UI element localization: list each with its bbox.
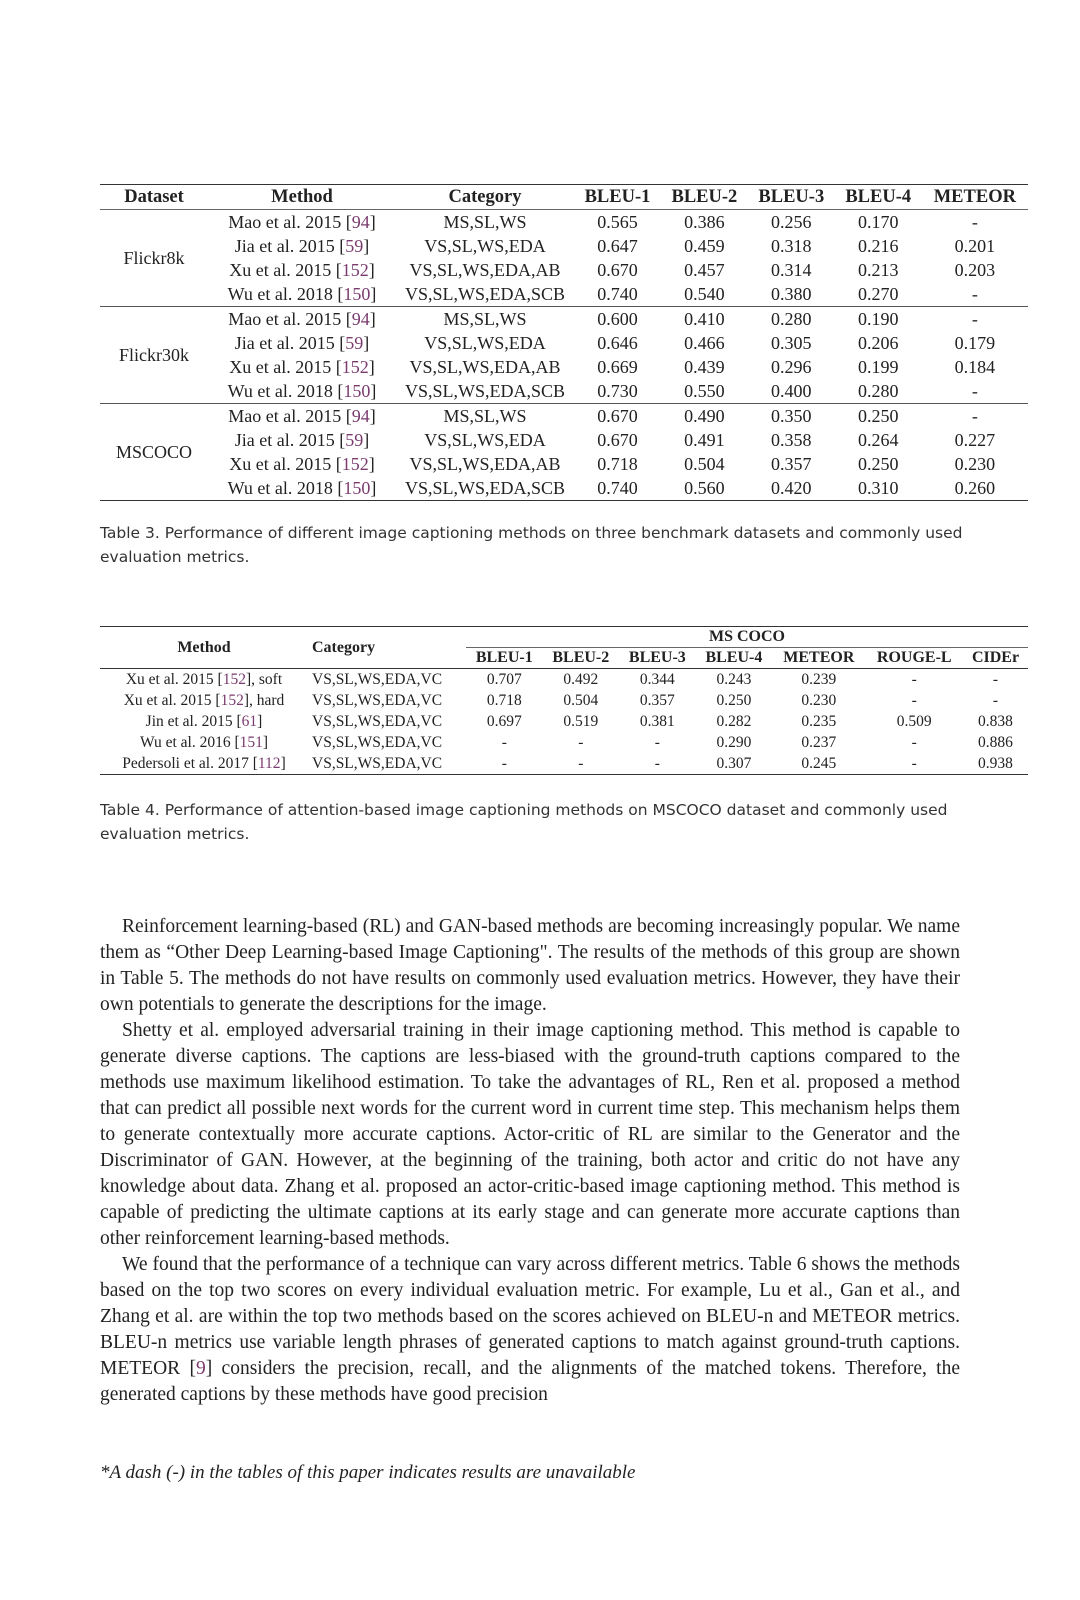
bleu1-cell: 0.740 (574, 282, 661, 307)
bleu2-cell: 0.560 (661, 476, 748, 501)
paragraph-2: Shetty et al. employed adversarial training in their image captioning method. This method is capable to generate diverse captions. The captions are less-biased with the ground-truth captions compared to the methods use maximum likelihood estimation. To take the advantages of RL, Ren et al. proposed a method that can predict all possible next words for the current word in current time step. This mechanism helps them to generate contextually more accurate captions. Actor-critic of RL are similar to the Generator and the Discriminator of GAN. However, at the beginning of the training, both actor and critic do not have any knowledge about data. Zhang et al. proposed an actor-critic-based image captioning method. This method is capable of predicting the ultimate captions at its early stage and can generate more accurate captions than other reinforcement learning-based methods. (100, 1020, 960, 1249)
bleu3-cell: 0.357 (771, 454, 812, 474)
bleu4-cell: 0.250 (857, 406, 899, 426)
bleu2-cell: 0.386 (684, 212, 725, 232)
header-bleu1: BLEU-1 (466, 648, 543, 669)
meteor-cell: - (971, 212, 978, 232)
category-cell: VS,SL,WS,EDA (424, 333, 546, 353)
citation-link[interactable]: 61 (241, 713, 258, 730)
metric-cell: 0.357 (639, 692, 675, 709)
header-bleu4: BLEU-4 (696, 648, 773, 669)
metric-cell: 0.504 (563, 692, 599, 709)
method-cell: Mao et al. 2015 [94] (228, 212, 376, 232)
method-cell: Xu et al. 2015 [152], hard (123, 692, 285, 709)
meteor-cell: - (922, 379, 1028, 404)
table-row (100, 732, 1028, 753)
table-row (100, 428, 1028, 452)
category-cell: MS,SL,WS (443, 212, 527, 232)
table-4-header-row-top (100, 627, 1028, 648)
meteor-cell: - (922, 282, 1028, 307)
bleu4-cell: 0.170 (857, 212, 899, 232)
method-cell: Pedersoli et al. 2017 [112] (100, 753, 308, 775)
bleu1-cell: 0.565 (597, 212, 638, 232)
bleu1-cell: 0.740 (574, 476, 661, 501)
bleu3-cell: 0.256 (771, 212, 812, 232)
metric-cell: 0.938 (963, 753, 1028, 775)
method-cell: Xu et al. 2015 [152] (229, 357, 375, 377)
category-cell: VS,SL,WS,EDA (424, 236, 546, 256)
table-4-caption: Table 4. Performance of attention-based image captioning methods on MSCOCO dataset and commonly used evaluation metrics. (100, 801, 948, 843)
dataset-cell: Flickr8k (100, 210, 208, 307)
metric-cell: - (578, 734, 584, 751)
citation-link[interactable]: 9 (195, 1358, 206, 1379)
method-cell: Xu et al. 2015 [152] (229, 454, 375, 474)
meteor-cell: - (971, 406, 978, 426)
bleu1-cell: 0.670 (597, 430, 638, 450)
table-row (100, 379, 1028, 404)
bleu4-cell: 0.310 (835, 476, 922, 501)
metric-cell: 0.245 (772, 753, 865, 775)
meteor-cell: 0.201 (954, 236, 996, 256)
bleu1-cell: 0.647 (597, 236, 638, 256)
metric-cell: - (466, 753, 543, 775)
footnote: *A dash (-) in the tables of this paper indicates results are unavailable (100, 1462, 636, 1483)
bleu2-cell: 0.540 (661, 282, 748, 307)
bleu4-cell: 0.280 (835, 379, 922, 404)
citation-link[interactable]: 152 (220, 692, 244, 709)
table-row (100, 258, 1028, 282)
method-cell: Wu et al. 2018 [150] (208, 476, 396, 501)
dataset-cell: Flickr30k (100, 307, 208, 404)
bleu3-cell: 0.420 (748, 476, 835, 501)
method-cell: Wu et al. 2016 [151] (139, 734, 269, 751)
bleu2-cell: 0.466 (684, 333, 725, 353)
metric-cell: 0.718 (486, 692, 522, 709)
bleu2-cell: 0.491 (684, 430, 725, 450)
metric-cell: 0.250 (716, 692, 752, 709)
category-cell: VS,SL,WS,EDA,VC (312, 734, 443, 751)
category-cell: VS,SL,WS,EDA,SCB (396, 476, 574, 501)
bleu4-cell: 0.213 (857, 260, 899, 280)
table-row (100, 282, 1028, 307)
category-cell: VS,SL,WS,EDA (424, 430, 546, 450)
header-bleu4: BLEU-4 (835, 185, 922, 210)
metric-cell: 0.492 (563, 671, 599, 688)
table-row (100, 476, 1028, 501)
bleu4-cell: 0.250 (857, 454, 899, 474)
bleu1-cell: 0.730 (574, 379, 661, 404)
meteor-cell: 0.203 (954, 260, 996, 280)
header-bleu2: BLEU-2 (661, 185, 748, 210)
citation-link[interactable]: 150 (343, 284, 371, 304)
header-bleu1: BLEU-1 (574, 185, 661, 210)
paragraph-1: Reinforcement learning-based (RL) and GAN-based methods are becoming increasingly popular. We name them as “Other Deep Learning-based Image Captioning". The results of the methods of this group are shown in Table 5. The methods do not have results on commonly used evaluation metrics. However, they have their own potentials to generate the descriptions for the image. (100, 916, 960, 1015)
metric-cell: - (866, 753, 963, 775)
table-row (100, 355, 1028, 379)
bleu2-cell: 0.439 (684, 357, 725, 377)
citation-link[interactable]: 150 (343, 478, 371, 498)
metric-cell: 0.235 (801, 713, 837, 730)
table-row (100, 234, 1028, 258)
method-cell: Xu et al. 2015 [152] (229, 260, 375, 280)
citation-link[interactable]: 94 (351, 212, 370, 232)
metric-cell: - (992, 692, 999, 709)
bleu3-cell: 0.400 (748, 379, 835, 404)
citation-link[interactable]: 59 (345, 430, 364, 450)
meteor-cell: 0.179 (954, 333, 996, 353)
metric-cell: 0.237 (801, 734, 837, 751)
citation-link[interactable]: 152 (341, 260, 369, 280)
metric-cell: - (911, 734, 917, 751)
metric-cell: 0.290 (716, 734, 752, 751)
dataset-cell: MSCOCO (100, 404, 208, 501)
bleu4-cell: 0.206 (857, 333, 899, 353)
metric-cell: - (501, 734, 507, 751)
meteor-cell: - (971, 309, 978, 329)
category-cell: VS,SL,WS,EDA,AB (409, 357, 561, 377)
metric-cell: 0.282 (716, 713, 752, 730)
citation-link[interactable]: 152 (341, 357, 369, 377)
metric-cell: 0.697 (486, 713, 522, 730)
bleu4-cell: 0.270 (835, 282, 922, 307)
metric-cell: 0.243 (716, 671, 752, 688)
category-cell: VS,SL,WS,EDA,VC (312, 713, 443, 730)
header-rouge-l: ROUGE-L (866, 648, 963, 669)
meteor-cell: 0.184 (954, 357, 996, 377)
header-dataset: Dataset (100, 185, 208, 210)
bleu4-cell: 0.216 (857, 236, 899, 256)
header-category: Category (308, 627, 466, 669)
bleu1-cell: 0.600 (597, 309, 638, 329)
metric-cell: 0.381 (639, 713, 675, 730)
meteor-cell: 0.230 (954, 454, 996, 474)
body-text (100, 914, 960, 1408)
citation-link[interactable]: 150 (343, 381, 371, 401)
table-row (100, 307, 1028, 332)
method-cell: Jin et al. 2015 [61] (145, 713, 263, 730)
metric-cell: 0.344 (639, 671, 675, 688)
category-cell: VS,SL,WS,EDA,SCB (396, 282, 574, 307)
meteor-cell: 0.227 (954, 430, 996, 450)
meteor-cell: 0.260 (922, 476, 1028, 501)
citation-link[interactable]: 152 (341, 454, 369, 474)
bleu2-cell: 0.457 (684, 260, 725, 280)
table-row (100, 753, 1028, 775)
citation-link[interactable]: 151 (239, 734, 263, 751)
method-cell: Jia et al. 2015 [59] (234, 333, 370, 353)
metric-cell: - (543, 753, 620, 775)
header-meteor: METEOR (772, 648, 865, 669)
category-cell: VS,SL,WS,EDA,VC (312, 671, 443, 688)
category-cell: MS,SL,WS (443, 309, 527, 329)
bleu3-cell: 0.280 (771, 309, 812, 329)
bleu3-cell: 0.318 (771, 236, 812, 256)
bleu3-cell: 0.296 (771, 357, 812, 377)
header-cider: CIDEr (963, 648, 1028, 669)
category-cell: VS,SL,WS,EDA,SCB (396, 379, 574, 404)
metric-cell: - (619, 753, 696, 775)
method-cell: Wu et al. 2018 [150] (208, 282, 396, 307)
citation-link[interactable]: 94 (351, 406, 370, 426)
table-row (100, 711, 1028, 732)
category-cell: VS,SL,WS,EDA,VC (312, 692, 443, 709)
bleu2-cell: 0.550 (661, 379, 748, 404)
method-cell: Mao et al. 2015 [94] (228, 309, 376, 329)
citation-link[interactable]: 59 (345, 333, 364, 353)
method-cell: Mao et al. 2015 [94] (228, 406, 376, 426)
metric-cell: - (911, 671, 917, 688)
table-3 (100, 184, 1028, 501)
table-4-body (100, 669, 1028, 775)
citation-link[interactable]: 94 (351, 309, 370, 329)
bleu2-cell: 0.410 (684, 309, 725, 329)
table-row (100, 669, 1028, 691)
method-cell: Jia et al. 2015 [59] (234, 430, 370, 450)
metric-cell: - (992, 671, 999, 688)
metric-cell: 0.838 (978, 713, 1013, 730)
table-row (100, 452, 1028, 476)
metric-cell: 0.239 (801, 671, 837, 688)
paragraph-3: We found that the performance of a technique can vary across different metrics. Table 6 shows the methods based on the top two scores on every individual evaluation metric. For example, Lu et al., Gan et al., and Zhang et al. are within the top two methods based on the scores achieved on BLEU-n and METEOR metrics. BLEU-n metrics use variable length phrases of generated captions to match against ground-truth captions. METEOR [9] considers the precision, recall, and the alignments of the matched tokens. Therefore, the generated captions by these methods have good precision (100, 1254, 961, 1405)
category-cell: VS,SL,WS,EDA,AB (409, 454, 561, 474)
metric-cell: - (654, 734, 660, 751)
bleu1-cell: 0.670 (597, 406, 638, 426)
metric-cell: - (911, 692, 917, 709)
citation-link[interactable]: 112 (257, 755, 281, 772)
bleu1-cell: 0.670 (597, 260, 638, 280)
metric-cell: 0.509 (896, 713, 932, 730)
bleu4-cell: 0.264 (857, 430, 899, 450)
table-4 (100, 626, 1028, 775)
bleu4-cell: 0.199 (857, 357, 899, 377)
bleu3-cell: 0.358 (771, 430, 812, 450)
bleu1-cell: 0.669 (597, 357, 638, 377)
bleu2-cell: 0.490 (684, 406, 725, 426)
citation-link[interactable]: 59 (345, 236, 364, 256)
header-group-mscoco: MS COCO (466, 627, 1028, 648)
table-row (100, 331, 1028, 355)
table-row (100, 690, 1028, 711)
category-cell: VS,SL,WS,EDA,AB (409, 260, 561, 280)
table-row (100, 404, 1028, 429)
bleu4-cell: 0.190 (857, 309, 899, 329)
metric-cell: 0.707 (486, 671, 522, 688)
bleu1-cell: 0.646 (597, 333, 638, 353)
header-meteor: METEOR (922, 185, 1028, 210)
header-bleu2: BLEU-2 (543, 648, 620, 669)
category-cell: MS,SL,WS (443, 406, 527, 426)
bleu3-cell: 0.350 (771, 406, 812, 426)
bleu3-cell: 0.314 (771, 260, 812, 280)
bleu1-cell: 0.718 (597, 454, 638, 474)
table-3-body (100, 210, 1028, 501)
metric-cell: 0.307 (696, 753, 773, 775)
bleu2-cell: 0.504 (684, 454, 725, 474)
bleu3-cell: 0.305 (771, 333, 812, 353)
citation-link[interactable]: 152 (222, 671, 246, 688)
table-3-header-row (100, 185, 1028, 210)
method-cell: Wu et al. 2018 [150] (208, 379, 396, 404)
metric-cell: 0.886 (978, 734, 1013, 751)
bleu3-cell: 0.380 (748, 282, 835, 307)
metric-cell: 0.519 (563, 713, 599, 730)
header-bleu3: BLEU-3 (619, 648, 696, 669)
category-cell: VS,SL,WS,EDA,VC (308, 753, 466, 775)
metric-cell: 0.230 (801, 692, 837, 709)
header-method: Method (208, 185, 396, 210)
method-cell: Jia et al. 2015 [59] (234, 236, 370, 256)
table-row (100, 210, 1028, 235)
header-category: Category (396, 185, 574, 210)
header-bleu3: BLEU-3 (748, 185, 835, 210)
bleu2-cell: 0.459 (684, 236, 725, 256)
method-cell: Xu et al. 2015 [152], soft (125, 671, 283, 688)
header-method: Method (100, 627, 308, 669)
table-3-caption: Table 3. Performance of different image captioning methods on three benchmark datasets and commonly used evaluation metrics. (100, 524, 963, 566)
